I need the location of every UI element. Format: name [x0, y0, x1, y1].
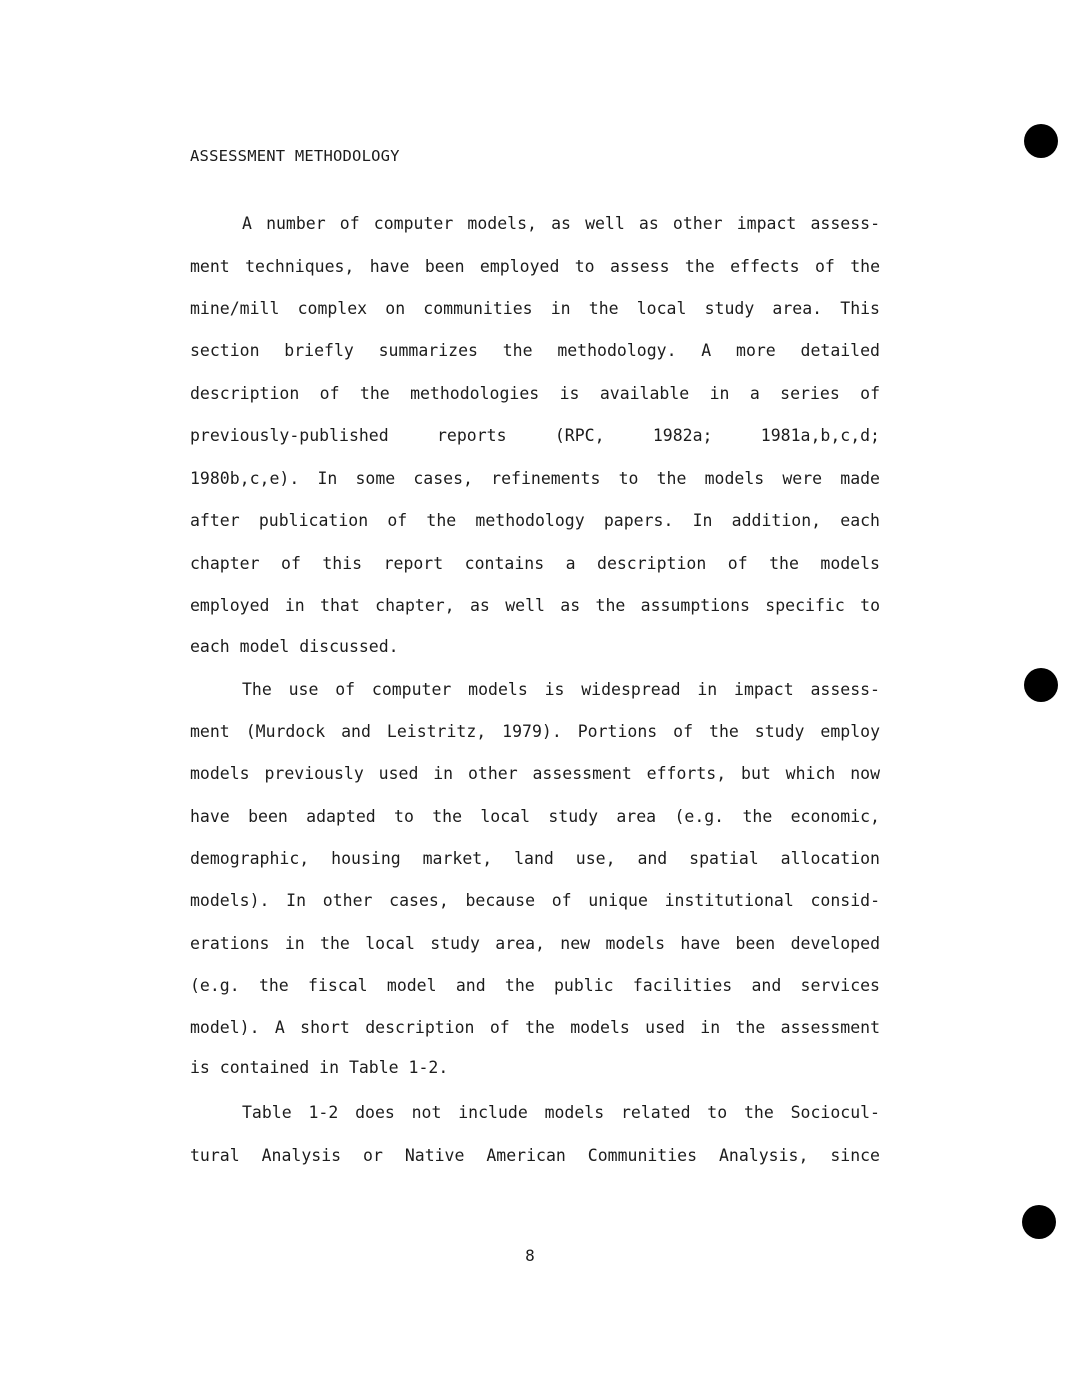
paragraph-1-line-8: after publication of the methodology papers. In addition, each [190, 511, 880, 530]
paragraph-1-line-11: each model discussed. [190, 637, 399, 656]
paragraph-1-line-9: chapter of this report contains a description of the models [190, 554, 880, 573]
paragraph-1-line-2: ment techniques, have been employed to assess the effects of the [190, 257, 880, 276]
paragraph-1-line-7: 1980b,c,e). In some cases, refinements to the models were made [190, 469, 880, 488]
paragraph-2-line-3: models previously used in other assessment efforts, but which now [190, 764, 880, 783]
paragraph-1-line-1: A number of computer models, as well as other impact assess- [242, 214, 880, 233]
paragraph-3-line-2: tural Analysis or Native American Communities Analysis, since [190, 1146, 880, 1165]
punch-hole-middle [1024, 668, 1058, 702]
paragraph-1-line-5: description of the methodologies is available in a series of [190, 384, 880, 403]
paragraph-2-line-8: (e.g. the fiscal model and the public facilities and services [190, 976, 880, 995]
paragraph-2-line-9: model). A short description of the models used in the assessment [190, 1018, 880, 1037]
page-number: 8 [525, 1246, 535, 1265]
paragraph-2-line-2: ment (Murdock and Leistritz, 1979). Portions of the study employ [190, 722, 880, 741]
paragraph-1-line-3: mine/mill complex on communities in the local study area. This [190, 299, 880, 318]
punch-hole-bottom [1022, 1205, 1056, 1239]
paragraph-1-line-10: employed in that chapter, as well as the assumptions specific to [190, 596, 880, 615]
paragraph-1-line-6: previously-published reports (RPC, 1982a; 1981a,b,c,d; [190, 426, 880, 445]
paragraph-2-line-5: demographic, housing market, land use, and spatial allocation [190, 849, 880, 868]
paragraph-2-line-10: is contained in Table 1-2. [190, 1058, 449, 1077]
paragraph-3-line-1: Table 1-2 does not include models related to the Sociocul- [242, 1103, 880, 1122]
punch-hole-top [1024, 124, 1058, 158]
paragraph-2-line-6: models). In other cases, because of unique institutional consid- [190, 891, 880, 910]
paragraph-2-line-4: have been adapted to the local study area (e.g. the economic, [190, 807, 880, 826]
paragraph-1-line-4: section briefly summarizes the methodology. A more detailed [190, 341, 880, 360]
section-heading: ASSESSMENT METHODOLOGY [190, 147, 400, 165]
paragraph-2-line-7: erations in the local study area, new models have been developed [190, 934, 880, 953]
paragraph-2-line-1: The use of computer models is widespread in impact assess- [242, 680, 880, 699]
